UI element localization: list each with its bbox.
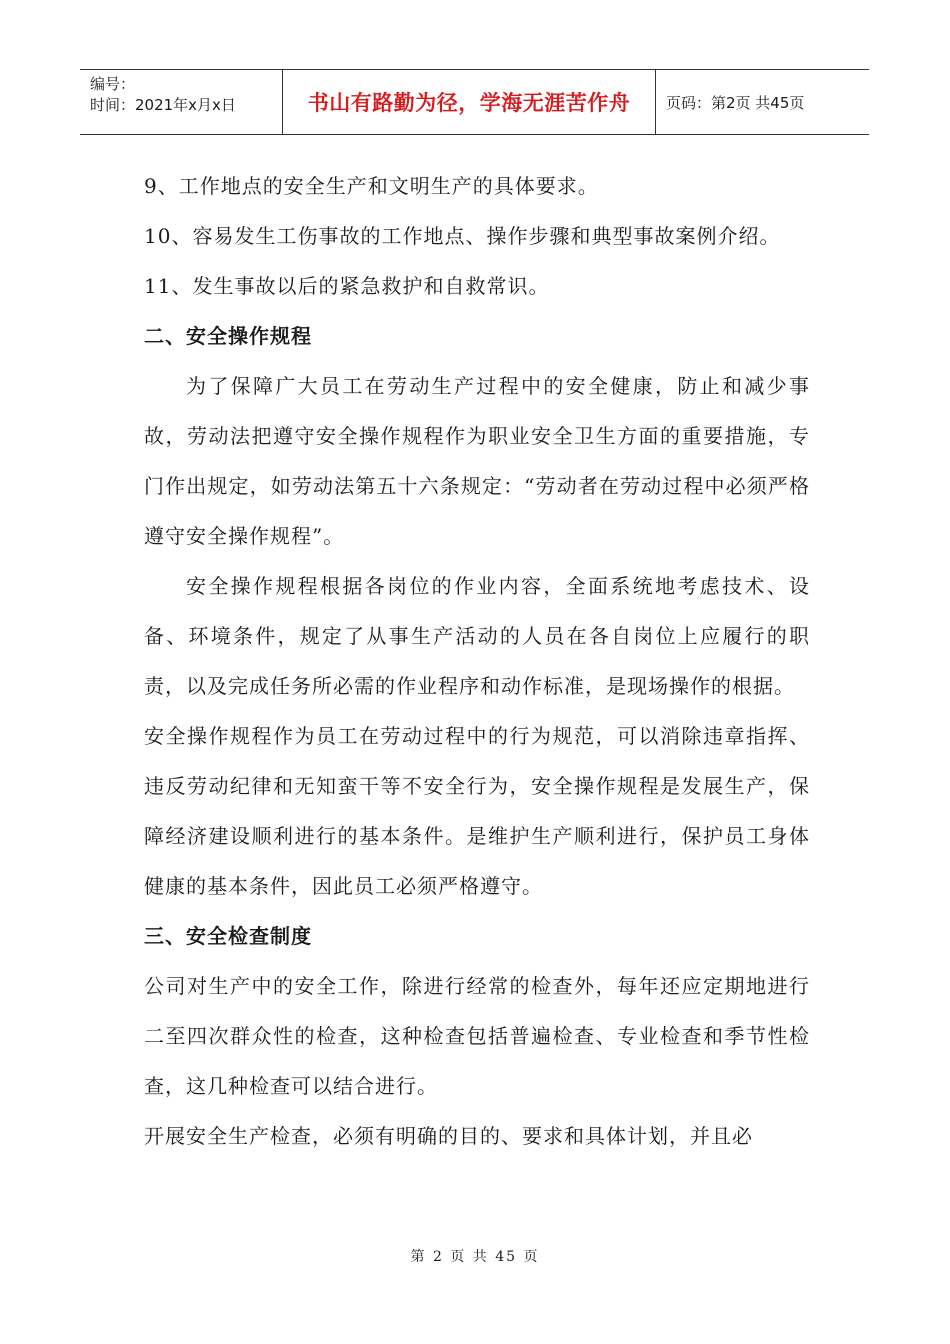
page-header xyxy=(80,69,869,135)
page-footer: 第 2 页 共 45 页 xyxy=(410,1249,540,1265)
header-meta-cell xyxy=(80,70,283,134)
paragraph: 11、发生事故以后的紧急救护和自救常识。 xyxy=(144,274,550,298)
section-heading: 二、安全操作规程 xyxy=(144,324,312,348)
document-number-label: 编号： xyxy=(90,75,136,93)
paragraph: 10、容易发生工伤事故的工作地点、操作步骤和典型事故案例介绍。 xyxy=(144,224,781,248)
section-heading: 三、安全检查制度 xyxy=(144,924,312,948)
header-page-number: 页码：第2页 共45页 xyxy=(666,93,805,112)
paragraph: 开展安全生产检查，必须有明确的目的、要求和具体计划，并且必 xyxy=(144,1124,753,1148)
paragraph: 安全操作规程作为员工在劳动过程中的行为规范，可以消除违章指挥、违反劳动纪律和无知蛮干等不安全行为，安全操作规程是发展生产，保障经济建设顺利进行的基本条件。是维护生产顺利进行，保护员工身体健康的基本条件，因此员工必须严格遵守。 xyxy=(144,724,810,898)
paragraph: 安全操作规程根据各岗位的作业内容，全面系统地考虑技术、设备、环境条件，规定了从事生产活动的人员在各自岗位上应履行的职责，以及完成任务所必需的作业程序和动作标准，是现场操作的根据。 xyxy=(144,574,810,698)
paragraph: 9、工作地点的安全生产和文明生产的具体要求。 xyxy=(144,174,599,198)
document-body xyxy=(144,161,810,1161)
paragraph: 公司对生产中的安全工作，除进行经常的检查外，每年还应定期地进行二至四次群众性的检查，这种检查包括普遍检查、专业检查和季节性检查，这几种检查可以结合进行。 xyxy=(144,974,810,1098)
header-slogan: 书山有路勤为径，学海无涯苦作舟 xyxy=(283,70,656,134)
paragraph: 为了保障广大员工在劳动生产过程中的安全健康，防止和减少事故，劳动法把遵守安全操作规程作为职业安全卫生方面的重要措施，专门作出规定，如劳动法第五十六条规定：“劳动者在劳动过程中必须严格遵守安全操作规程”。 xyxy=(144,374,810,548)
document-time-label: 时间：2021年x月x日 xyxy=(90,96,236,114)
